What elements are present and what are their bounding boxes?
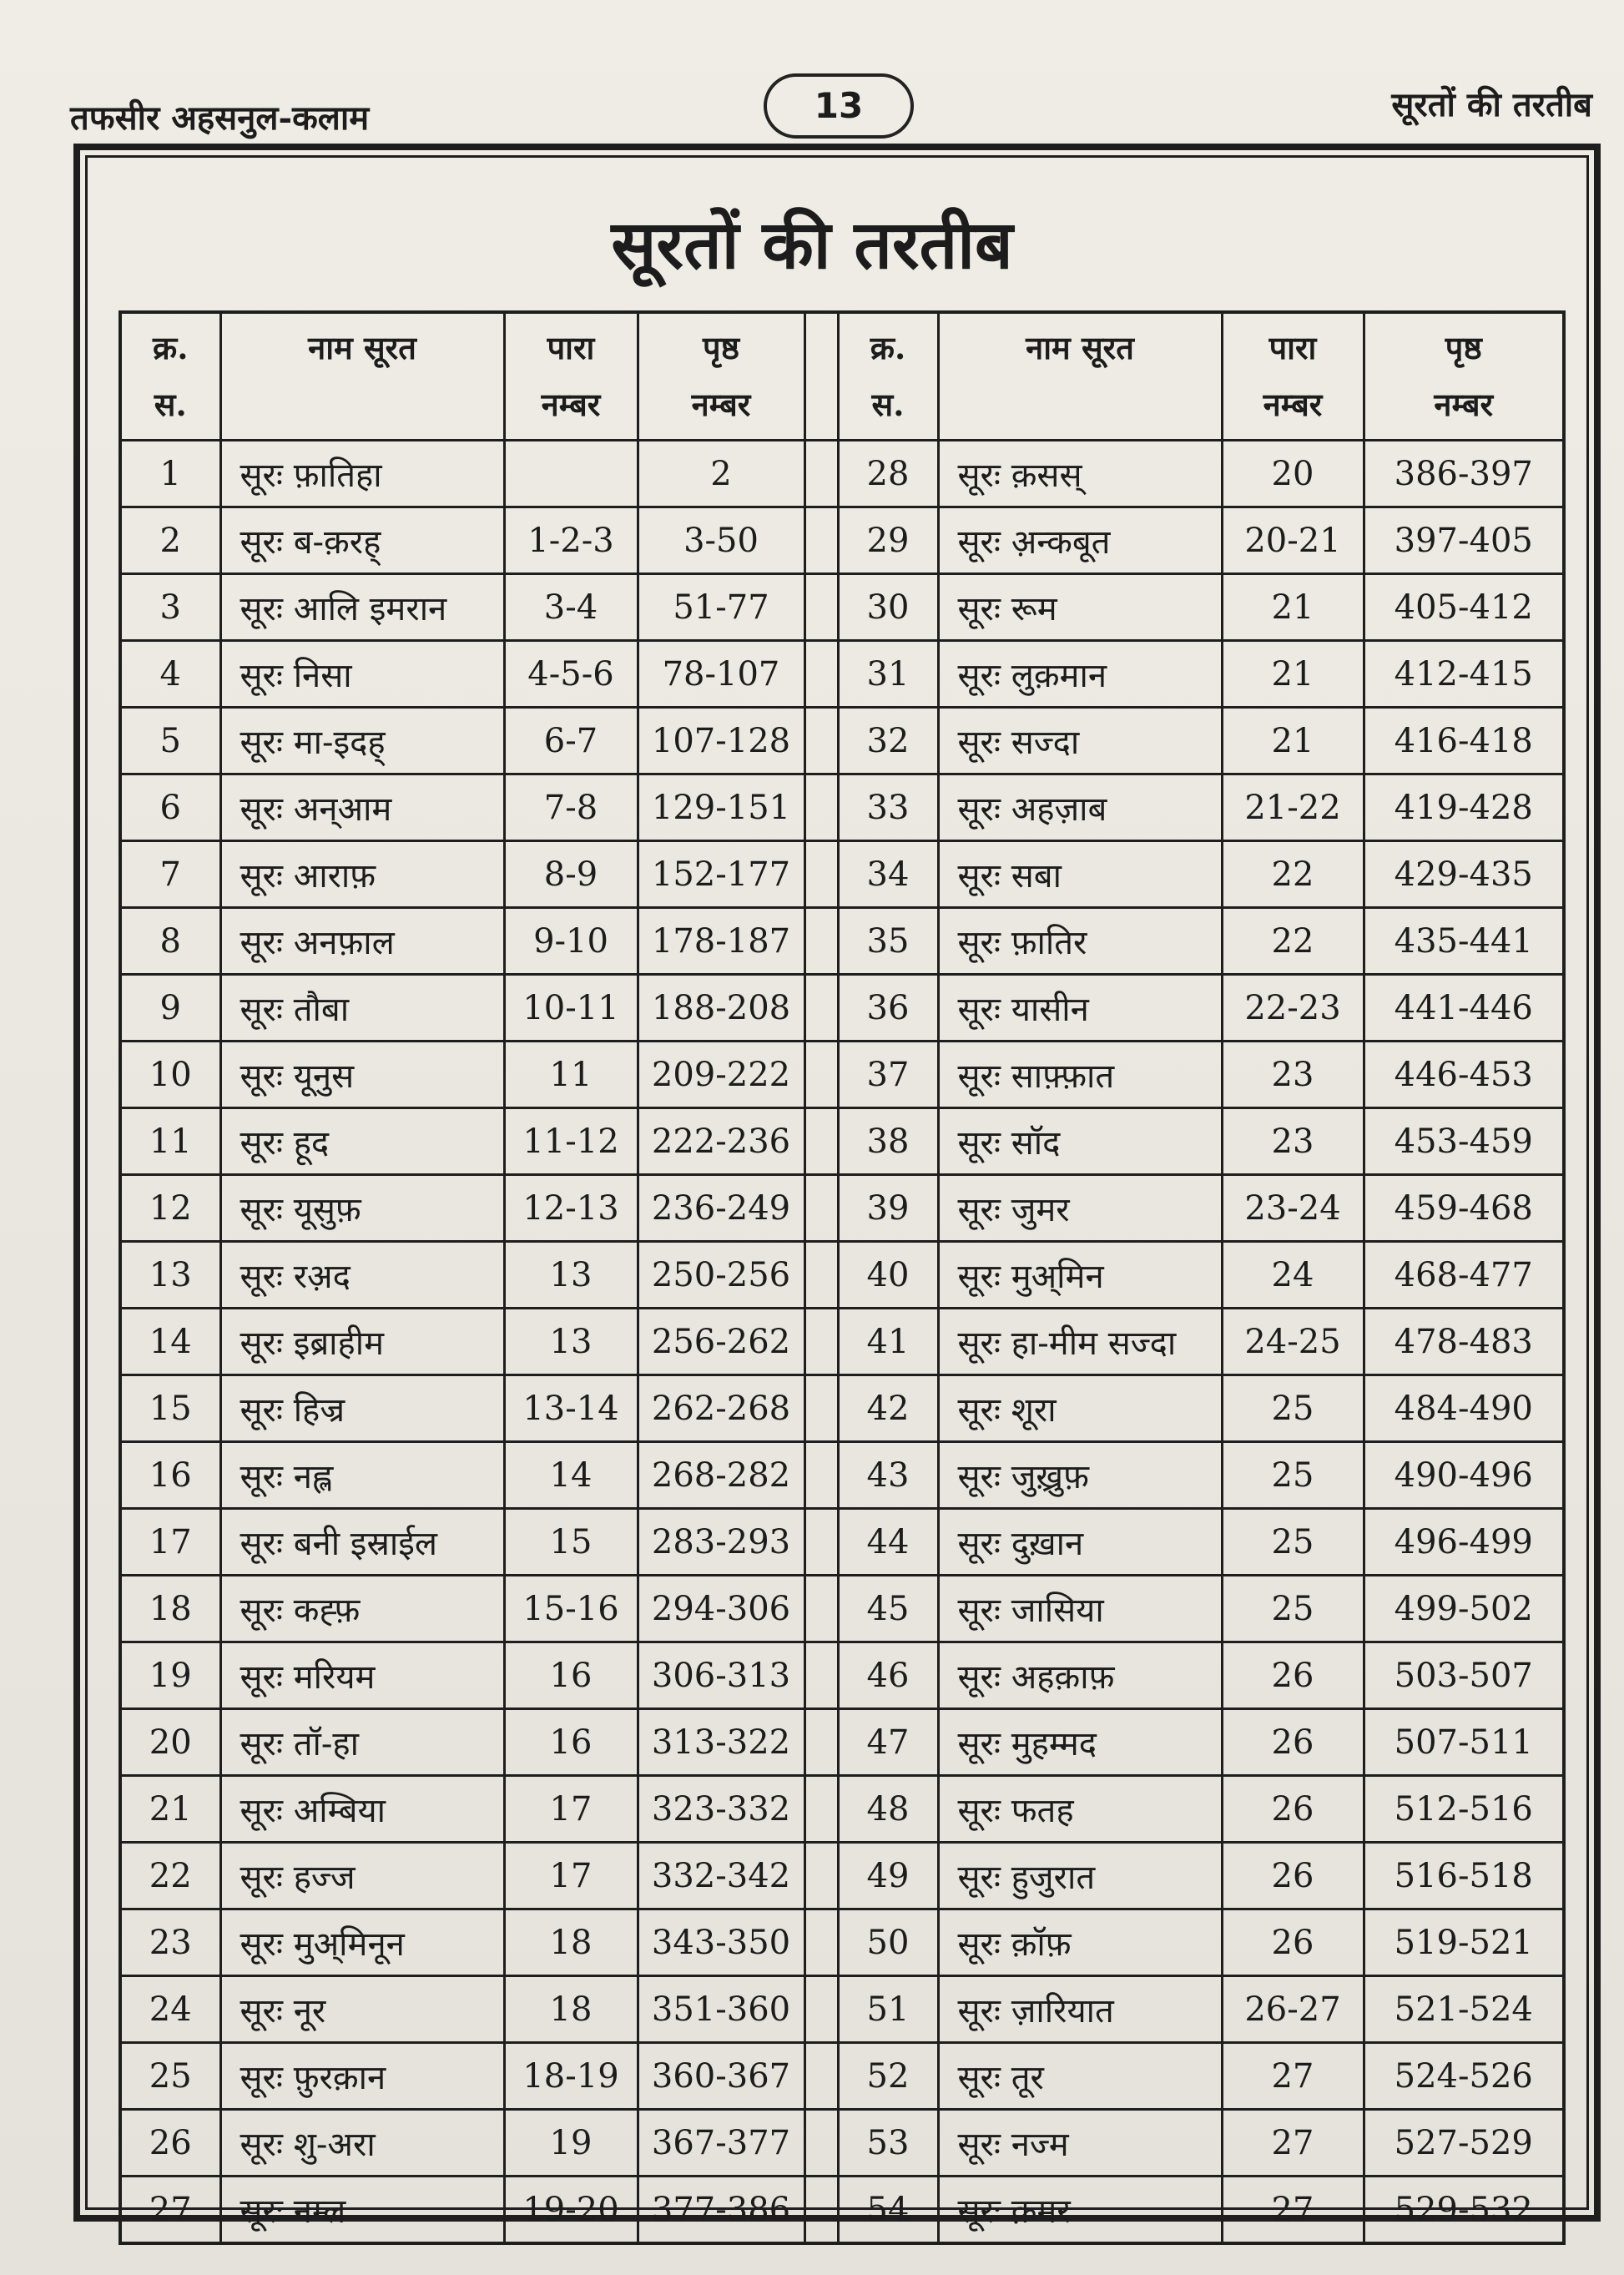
para-cell: 14 bbox=[504, 1442, 638, 1509]
column-divider bbox=[804, 312, 838, 441]
serial-cell: 33 bbox=[838, 774, 938, 841]
serial-cell: 17 bbox=[120, 1509, 220, 1576]
para-cell: 23 bbox=[1222, 1108, 1364, 1175]
para-cell: 22 bbox=[1222, 908, 1364, 975]
para-cell: 6-7 bbox=[504, 708, 638, 774]
para-cell: 15 bbox=[504, 1509, 638, 1576]
column-divider bbox=[804, 1175, 838, 1242]
serial-cell: 8 bbox=[120, 908, 220, 975]
serial-cell: 30 bbox=[838, 574, 938, 641]
pages-cell: 386-397 bbox=[1364, 441, 1564, 507]
pages-cell: 499-502 bbox=[1364, 1576, 1564, 1642]
surah-name-cell: सूरः मुहम्मद bbox=[938, 1709, 1222, 1776]
surah-name-cell: सूरः ज़ारियात bbox=[938, 1976, 1222, 2043]
pages-cell: 3-50 bbox=[638, 507, 804, 574]
pages-cell: 468-477 bbox=[1364, 1242, 1564, 1309]
para-cell: 21 bbox=[1222, 641, 1364, 708]
surah-name-cell: सूरः क़मर bbox=[938, 2177, 1222, 2244]
serial-cell: 20 bbox=[120, 1709, 220, 1776]
serial-cell: 27 bbox=[120, 2177, 220, 2244]
pages-cell: 256-262 bbox=[638, 1309, 804, 1375]
table-row bbox=[120, 1976, 1564, 2043]
surah-name-cell: सूरः फ़ातिहा bbox=[220, 441, 504, 507]
column-divider bbox=[804, 1776, 838, 1843]
serial-cell: 9 bbox=[120, 975, 220, 1042]
para-cell: 25 bbox=[1222, 1375, 1364, 1442]
column-divider bbox=[804, 1042, 838, 1108]
column-divider bbox=[804, 841, 838, 908]
para-cell: 26 bbox=[1222, 1776, 1364, 1843]
pages-cell: 129-151 bbox=[638, 774, 804, 841]
surah-name-cell: सूरः मा-इदह् bbox=[220, 708, 504, 774]
para-cell bbox=[504, 441, 638, 507]
pages-cell: 529-532 bbox=[1364, 2177, 1564, 2244]
surah-name-cell: सूरः अम्बिया bbox=[220, 1776, 504, 1843]
pages-cell: 367-377 bbox=[638, 2110, 804, 2177]
serial-cell: 22 bbox=[120, 1843, 220, 1909]
header-page-number: पृष्ठ नम्बर bbox=[1364, 312, 1564, 441]
page-number: 13 bbox=[764, 73, 914, 139]
para-cell: 19 bbox=[504, 2110, 638, 2177]
surah-name-cell: सूरः फतह bbox=[938, 1776, 1222, 1843]
serial-cell: 28 bbox=[838, 441, 938, 507]
serial-cell: 42 bbox=[838, 1375, 938, 1442]
pages-cell: 283-293 bbox=[638, 1509, 804, 1576]
para-cell: 26 bbox=[1222, 1642, 1364, 1709]
surah-name-cell: सूरः लुक़मान bbox=[938, 641, 1222, 708]
table-row bbox=[120, 2177, 1564, 2244]
table-row bbox=[120, 1042, 1564, 1108]
surah-name-cell: सूरः मुअ्मिन bbox=[938, 1242, 1222, 1309]
para-cell: 13 bbox=[504, 1242, 638, 1309]
pages-cell: 2 bbox=[638, 441, 804, 507]
surah-name-cell: सूरः नूर bbox=[220, 1976, 504, 2043]
pages-cell: 459-468 bbox=[1364, 1175, 1564, 1242]
column-divider bbox=[804, 975, 838, 1042]
table-row bbox=[120, 841, 1564, 908]
para-cell: 10-11 bbox=[504, 975, 638, 1042]
table-row bbox=[120, 1242, 1564, 1309]
table-body bbox=[120, 441, 1564, 2244]
para-cell: 27 bbox=[1222, 2043, 1364, 2110]
serial-cell: 41 bbox=[838, 1309, 938, 1375]
column-divider bbox=[804, 507, 838, 574]
para-cell: 15-16 bbox=[504, 1576, 638, 1642]
pages-cell: 323-332 bbox=[638, 1776, 804, 1843]
header-serial: क्र. स. bbox=[838, 312, 938, 441]
para-cell: 20-21 bbox=[1222, 507, 1364, 574]
table-row bbox=[120, 1843, 1564, 1909]
serial-cell: 32 bbox=[838, 708, 938, 774]
surah-name-cell: सूरः बनी इस्राईल bbox=[220, 1509, 504, 1576]
surah-name-cell: सूरः नज्म bbox=[938, 2110, 1222, 2177]
pages-cell: 484-490 bbox=[1364, 1375, 1564, 1442]
serial-cell: 44 bbox=[838, 1509, 938, 1576]
pages-cell: 516-518 bbox=[1364, 1843, 1564, 1909]
para-cell: 8-9 bbox=[504, 841, 638, 908]
serial-cell: 31 bbox=[838, 641, 938, 708]
surah-name-cell: सूरः हज्ज bbox=[220, 1843, 504, 1909]
serial-cell: 53 bbox=[838, 2110, 938, 2177]
column-divider bbox=[804, 708, 838, 774]
surah-name-cell: सूरः हिज्र bbox=[220, 1375, 504, 1442]
pages-cell: 496-499 bbox=[1364, 1509, 1564, 1576]
table-row bbox=[120, 1576, 1564, 1642]
serial-cell: 23 bbox=[120, 1909, 220, 1976]
para-cell: 16 bbox=[504, 1642, 638, 1709]
column-divider bbox=[804, 1509, 838, 1576]
header-para-number: पारा नम्बर bbox=[1222, 312, 1364, 441]
para-cell: 25 bbox=[1222, 1576, 1364, 1642]
serial-cell: 14 bbox=[120, 1309, 220, 1375]
table-row bbox=[120, 908, 1564, 975]
para-cell: 23-24 bbox=[1222, 1175, 1364, 1242]
pages-cell: 446-453 bbox=[1364, 1042, 1564, 1108]
surah-name-cell: सूरः दुख़ान bbox=[938, 1509, 1222, 1576]
surah-name-cell: सूरः यासीन bbox=[938, 975, 1222, 1042]
para-cell: 26 bbox=[1222, 1709, 1364, 1776]
pages-cell: 412-415 bbox=[1364, 641, 1564, 708]
column-divider bbox=[804, 2110, 838, 2177]
pages-cell: 188-208 bbox=[638, 975, 804, 1042]
serial-cell: 43 bbox=[838, 1442, 938, 1509]
pages-cell: 343-350 bbox=[638, 1909, 804, 1976]
header-page-number: पृष्ठ नम्बर bbox=[638, 312, 804, 441]
serial-cell: 24 bbox=[120, 1976, 220, 2043]
surah-name-cell: सूरः निसा bbox=[220, 641, 504, 708]
para-cell: 16 bbox=[504, 1709, 638, 1776]
header-para-number: पारा नम्बर bbox=[504, 312, 638, 441]
table-row bbox=[120, 1709, 1564, 1776]
serial-cell: 15 bbox=[120, 1375, 220, 1442]
serial-cell: 34 bbox=[838, 841, 938, 908]
pages-cell: 313-322 bbox=[638, 1709, 804, 1776]
table-row bbox=[120, 708, 1564, 774]
para-cell: 3-4 bbox=[504, 574, 638, 641]
para-cell: 20 bbox=[1222, 441, 1364, 507]
column-divider bbox=[804, 1709, 838, 1776]
pages-cell: 521-524 bbox=[1364, 1976, 1564, 2043]
pages-cell: 490-496 bbox=[1364, 1442, 1564, 1509]
pages-cell: 441-446 bbox=[1364, 975, 1564, 1042]
column-divider bbox=[804, 1442, 838, 1509]
serial-cell: 45 bbox=[838, 1576, 938, 1642]
table-row bbox=[120, 1509, 1564, 1576]
pages-cell: 78-107 bbox=[638, 641, 804, 708]
serial-cell: 36 bbox=[838, 975, 938, 1042]
surah-name-cell: सूरः जुमर bbox=[938, 1175, 1222, 1242]
serial-cell: 10 bbox=[120, 1042, 220, 1108]
para-cell: 27 bbox=[1222, 2177, 1364, 2244]
serial-cell: 54 bbox=[838, 2177, 938, 2244]
para-cell: 21-22 bbox=[1222, 774, 1364, 841]
surah-name-cell: सूरः सॉद bbox=[938, 1108, 1222, 1175]
pages-cell: 453-459 bbox=[1364, 1108, 1564, 1175]
pages-cell: 262-268 bbox=[638, 1375, 804, 1442]
serial-cell: 11 bbox=[120, 1108, 220, 1175]
serial-cell: 2 bbox=[120, 507, 220, 574]
pages-cell: 268-282 bbox=[638, 1442, 804, 1509]
serial-cell: 37 bbox=[838, 1042, 938, 1108]
table-row bbox=[120, 2110, 1564, 2177]
table-row bbox=[120, 441, 1564, 507]
serial-cell: 3 bbox=[120, 574, 220, 641]
table-row bbox=[120, 641, 1564, 708]
header-surah-name: नाम सूरत bbox=[938, 312, 1222, 441]
para-cell: 17 bbox=[504, 1843, 638, 1909]
surah-name-cell: सूरः आराफ़ bbox=[220, 841, 504, 908]
column-divider bbox=[804, 1642, 838, 1709]
surah-name-cell: सूरः हूद bbox=[220, 1108, 504, 1175]
serial-cell: 19 bbox=[120, 1642, 220, 1709]
para-cell: 23 bbox=[1222, 1042, 1364, 1108]
pages-cell: 152-177 bbox=[638, 841, 804, 908]
serial-cell: 52 bbox=[838, 2043, 938, 2110]
surah-name-cell: सूरः क़सस् bbox=[938, 441, 1222, 507]
header-serial: क्र. स. bbox=[120, 312, 220, 441]
para-cell: 25 bbox=[1222, 1442, 1364, 1509]
serial-cell: 51 bbox=[838, 1976, 938, 2043]
table-row bbox=[120, 975, 1564, 1042]
surah-name-cell: सूरः हा-मीम सज्दा bbox=[938, 1309, 1222, 1375]
table-row bbox=[120, 1909, 1564, 1976]
serial-cell: 4 bbox=[120, 641, 220, 708]
table-title: सूरतों की तरतीब bbox=[611, 205, 1013, 284]
running-head-section-title: सूरतों की तरतीब bbox=[1391, 85, 1592, 124]
surah-name-cell: सूरः रअ़द bbox=[220, 1242, 504, 1309]
para-cell: 21 bbox=[1222, 708, 1364, 774]
para-cell: 12-13 bbox=[504, 1175, 638, 1242]
surah-name-cell: सूरः सबा bbox=[938, 841, 1222, 908]
pages-cell: 429-435 bbox=[1364, 841, 1564, 908]
running-head-book-title: तफसीर अहसनुल-कलाम bbox=[70, 98, 370, 138]
table-row bbox=[120, 1776, 1564, 1843]
para-cell: 22-23 bbox=[1222, 975, 1364, 1042]
column-divider bbox=[804, 441, 838, 507]
table-header-row bbox=[120, 312, 1564, 441]
para-cell: 9-10 bbox=[504, 908, 638, 975]
pages-cell: 209-222 bbox=[638, 1042, 804, 1108]
serial-cell: 40 bbox=[838, 1242, 938, 1309]
para-cell: 11 bbox=[504, 1042, 638, 1108]
pages-cell: 51-77 bbox=[638, 574, 804, 641]
surah-name-cell: सूरः ब-क़रह् bbox=[220, 507, 504, 574]
pages-cell: 519-521 bbox=[1364, 1909, 1564, 1976]
para-cell: 22 bbox=[1222, 841, 1364, 908]
column-divider bbox=[804, 1576, 838, 1642]
serial-cell: 7 bbox=[120, 841, 220, 908]
pages-cell: 397-405 bbox=[1364, 507, 1564, 574]
para-cell: 26 bbox=[1222, 1843, 1364, 1909]
surah-name-cell: सूरः शु-अरा bbox=[220, 2110, 504, 2177]
surah-name-cell: सूरः रूम bbox=[938, 574, 1222, 641]
column-divider bbox=[804, 1375, 838, 1442]
surah-name-cell: सूरः जुख़्रुफ़ bbox=[938, 1442, 1222, 1509]
surah-name-cell: सूरः नम्ल bbox=[220, 2177, 504, 2244]
pages-cell: 294-306 bbox=[638, 1576, 804, 1642]
surah-name-cell: सूरः जासिया bbox=[938, 1576, 1222, 1642]
surah-order-table bbox=[119, 310, 1566, 2245]
para-cell: 26 bbox=[1222, 1909, 1364, 1976]
column-divider bbox=[804, 574, 838, 641]
pages-cell: 107-128 bbox=[638, 708, 804, 774]
para-cell: 18 bbox=[504, 1976, 638, 2043]
serial-cell: 38 bbox=[838, 1108, 938, 1175]
pages-cell: 250-256 bbox=[638, 1242, 804, 1309]
pages-cell: 524-526 bbox=[1364, 2043, 1564, 2110]
serial-cell: 39 bbox=[838, 1175, 938, 1242]
para-cell: 24 bbox=[1222, 1242, 1364, 1309]
serial-cell: 16 bbox=[120, 1442, 220, 1509]
table-row bbox=[120, 1442, 1564, 1509]
surah-name-cell: सूरः मरियम bbox=[220, 1642, 504, 1709]
pages-cell: 507-511 bbox=[1364, 1709, 1564, 1776]
column-divider bbox=[804, 1242, 838, 1309]
para-cell: 1-2-3 bbox=[504, 507, 638, 574]
table-row bbox=[120, 1108, 1564, 1175]
pages-cell: 351-360 bbox=[638, 1976, 804, 2043]
pages-cell: 416-418 bbox=[1364, 708, 1564, 774]
serial-cell: 21 bbox=[120, 1776, 220, 1843]
serial-cell: 29 bbox=[838, 507, 938, 574]
column-divider bbox=[804, 2043, 838, 2110]
serial-cell: 25 bbox=[120, 2043, 220, 2110]
para-cell: 24-25 bbox=[1222, 1309, 1364, 1375]
serial-cell: 50 bbox=[838, 1909, 938, 1976]
pages-cell: 222-236 bbox=[638, 1108, 804, 1175]
surah-name-cell: सूरः अहज़ाब bbox=[938, 774, 1222, 841]
surah-name-cell: सूरः नह्ल bbox=[220, 1442, 504, 1509]
para-cell: 17 bbox=[504, 1776, 638, 1843]
surah-name-cell: सूरः तौबा bbox=[220, 975, 504, 1042]
serial-cell: 12 bbox=[120, 1175, 220, 1242]
surah-name-cell: सूरः फ़ातिर bbox=[938, 908, 1222, 975]
column-divider bbox=[804, 908, 838, 975]
pages-cell: 503-507 bbox=[1364, 1642, 1564, 1709]
surah-name-cell: सूरः हुजुरात bbox=[938, 1843, 1222, 1909]
table-row bbox=[120, 1309, 1564, 1375]
serial-cell: 47 bbox=[838, 1709, 938, 1776]
column-divider bbox=[804, 641, 838, 708]
pages-cell: 478-483 bbox=[1364, 1309, 1564, 1375]
surah-name-cell: सूरः इब्राहीम bbox=[220, 1309, 504, 1375]
surah-name-cell: सूरः साफ़्फ़ात bbox=[938, 1042, 1222, 1108]
pages-cell: 332-342 bbox=[638, 1843, 804, 1909]
para-cell: 7-8 bbox=[504, 774, 638, 841]
para-cell: 18-19 bbox=[504, 2043, 638, 2110]
para-cell: 18 bbox=[504, 1909, 638, 1976]
pages-cell: 236-249 bbox=[638, 1175, 804, 1242]
column-divider bbox=[804, 1909, 838, 1976]
pages-cell: 405-412 bbox=[1364, 574, 1564, 641]
column-divider bbox=[804, 774, 838, 841]
para-cell: 26-27 bbox=[1222, 1976, 1364, 2043]
surah-name-cell: सूरः क़ॉफ़ bbox=[938, 1909, 1222, 1976]
header-surah-name: नाम सूरत bbox=[220, 312, 504, 441]
surah-name-cell: सूरः तूर bbox=[938, 2043, 1222, 2110]
serial-cell: 49 bbox=[838, 1843, 938, 1909]
surah-name-cell: सूरः कह्फ़ bbox=[220, 1576, 504, 1642]
serial-cell: 5 bbox=[120, 708, 220, 774]
column-divider bbox=[804, 1843, 838, 1909]
serial-cell: 48 bbox=[838, 1776, 938, 1843]
table-row bbox=[120, 1642, 1564, 1709]
column-divider bbox=[804, 1108, 838, 1175]
para-cell: 4-5-6 bbox=[504, 641, 638, 708]
serial-cell: 1 bbox=[120, 441, 220, 507]
surah-name-cell: सूरः सज्दा bbox=[938, 708, 1222, 774]
table-row bbox=[120, 1175, 1564, 1242]
serial-cell: 18 bbox=[120, 1576, 220, 1642]
serial-cell: 46 bbox=[838, 1642, 938, 1709]
surah-name-cell: सूरः अनफ़ाल bbox=[220, 908, 504, 975]
serial-cell: 6 bbox=[120, 774, 220, 841]
surah-name-cell: सूरः मुअ्मिनून bbox=[220, 1909, 504, 1976]
surah-name-cell: सूरः यूसुफ़ bbox=[220, 1175, 504, 1242]
pages-cell: 527-529 bbox=[1364, 2110, 1564, 2177]
column-divider bbox=[804, 1309, 838, 1375]
surah-name-cell: सूरः अ़न्कबूत bbox=[938, 507, 1222, 574]
surah-name-cell: सूरः आलि इमरान bbox=[220, 574, 504, 641]
para-cell: 21 bbox=[1222, 574, 1364, 641]
para-cell: 13 bbox=[504, 1309, 638, 1375]
para-cell: 13-14 bbox=[504, 1375, 638, 1442]
para-cell: 11-12 bbox=[504, 1108, 638, 1175]
pages-cell: 377-386 bbox=[638, 2177, 804, 2244]
pages-cell: 435-441 bbox=[1364, 908, 1564, 975]
pages-cell: 512-516 bbox=[1364, 1776, 1564, 1843]
pages-cell: 419-428 bbox=[1364, 774, 1564, 841]
para-cell: 25 bbox=[1222, 1509, 1364, 1576]
column-divider bbox=[804, 1976, 838, 2043]
surah-name-cell: सूरः अन्आम bbox=[220, 774, 504, 841]
para-cell: 19-20 bbox=[504, 2177, 638, 2244]
table-row bbox=[120, 574, 1564, 641]
surah-name-cell: सूरः फ़ुरक़ान bbox=[220, 2043, 504, 2110]
table-row bbox=[120, 1375, 1564, 1442]
para-cell: 27 bbox=[1222, 2110, 1364, 2177]
pages-cell: 360-367 bbox=[638, 2043, 804, 2110]
table-row bbox=[120, 2043, 1564, 2110]
table-row bbox=[120, 507, 1564, 574]
surah-name-cell: सूरः तॉ-हा bbox=[220, 1709, 504, 1776]
serial-cell: 13 bbox=[120, 1242, 220, 1309]
surah-name-cell: सूरः अहक़ाफ़ bbox=[938, 1642, 1222, 1709]
table-row bbox=[120, 774, 1564, 841]
pages-cell: 178-187 bbox=[638, 908, 804, 975]
serial-cell: 26 bbox=[120, 2110, 220, 2177]
surah-name-cell: सूरः यूनुस bbox=[220, 1042, 504, 1108]
pages-cell: 306-313 bbox=[638, 1642, 804, 1709]
column-divider bbox=[804, 2177, 838, 2244]
serial-cell: 35 bbox=[838, 908, 938, 975]
surah-name-cell: सूरः शूरा bbox=[938, 1375, 1222, 1442]
